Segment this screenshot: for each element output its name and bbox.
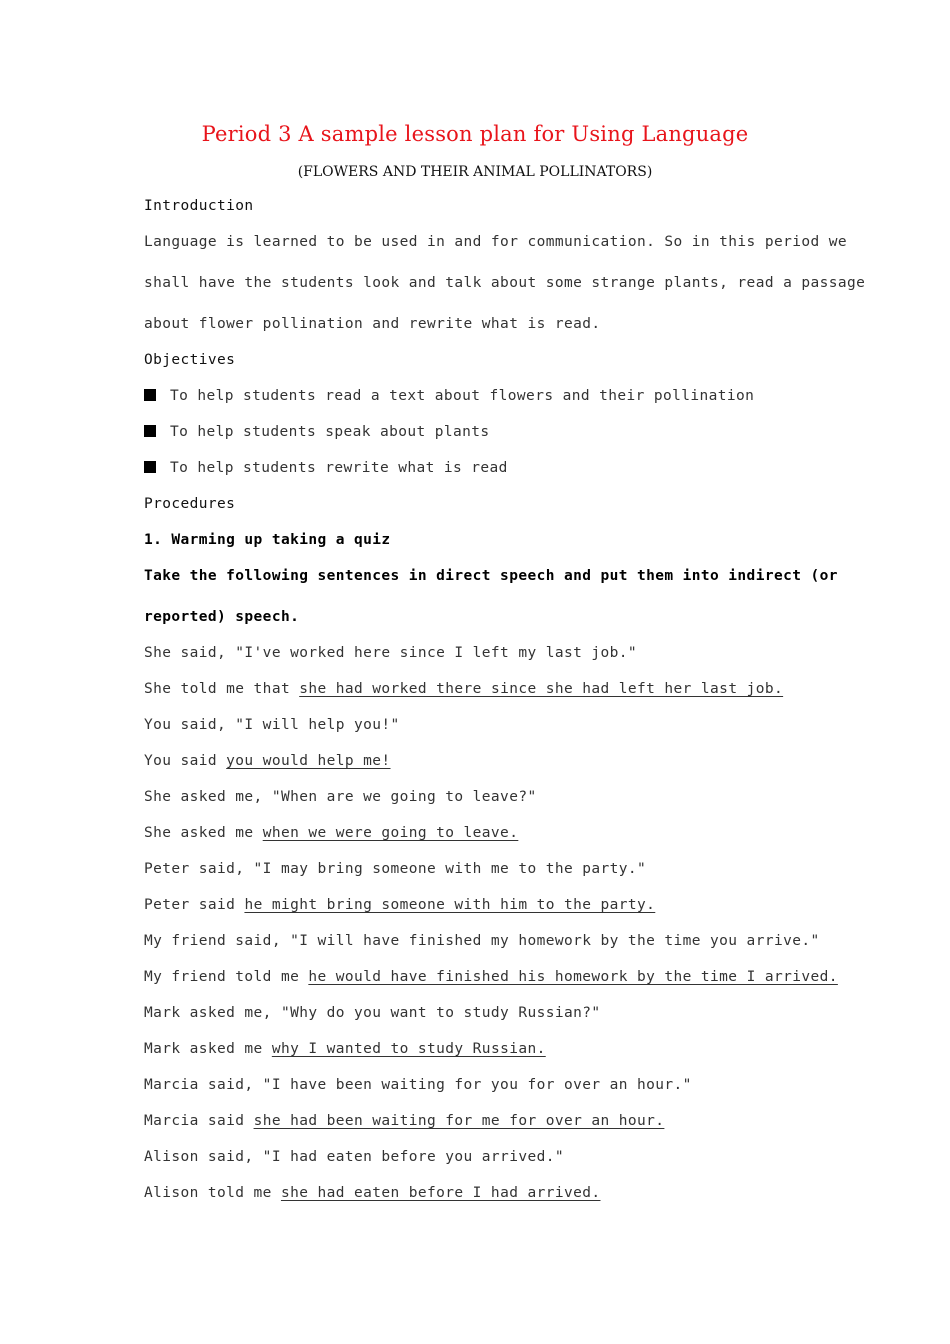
reported-answer: she had worked there since she had left her last job. xyxy=(299,681,784,697)
direct-speech-sentence: Marcia said, "I have been waiting for you for over an hour." xyxy=(144,1077,692,1093)
direct-speech-sentence: She said, "I've worked here since I left my last job." xyxy=(144,645,638,661)
direct-speech-sentence: She asked me, "When are we going to leave?" xyxy=(144,789,537,805)
reported-answer: she had been waiting for me for over an hour. xyxy=(253,1113,665,1129)
objective-text: To help students read a text about flowers and their pollination xyxy=(170,388,755,404)
objective-text: To help students speak about plants xyxy=(170,424,490,440)
reported-answer: why I wanted to study Russian. xyxy=(271,1041,546,1057)
objective-item xyxy=(144,460,508,476)
objective-item xyxy=(144,388,754,404)
introduction-line: shall have the students look and talk about some strange plants, read a passage xyxy=(144,275,866,291)
reported-speech-sentence xyxy=(144,753,391,769)
reported-speech-sentence xyxy=(144,681,783,697)
instruction-line: Take the following sentences in direct speech and put them into indirect (or xyxy=(144,568,838,584)
direct-speech-sentence: Mark asked me, "Why do you want to study Russian?" xyxy=(144,1005,601,1021)
reported-answer: when we were going to leave. xyxy=(262,825,519,841)
reported-speech-sentence xyxy=(144,1185,601,1201)
objectives-heading: Objectives xyxy=(144,352,236,368)
reported-speech-sentence xyxy=(144,897,655,913)
reported-lead: She told me that xyxy=(144,681,300,697)
objective-item xyxy=(144,424,490,440)
reported-answer: he would have finished his homework by the time I arrived. xyxy=(308,969,838,985)
procedures-heading: Procedures xyxy=(144,496,236,512)
introduction-line: about flower pollination and rewrite what is read. xyxy=(144,316,601,332)
bullet-square-icon xyxy=(144,461,156,473)
page-title: Period 3 A sample lesson plan for Using Language xyxy=(201,122,749,146)
direct-speech-sentence: You said, "I will help you!" xyxy=(144,717,400,733)
reported-lead: Peter said xyxy=(144,897,245,913)
reported-lead: Mark asked me xyxy=(144,1041,272,1057)
reported-lead: She asked me xyxy=(144,825,263,841)
bullet-square-icon xyxy=(144,389,156,401)
reported-speech-sentence xyxy=(144,825,518,841)
reported-lead: You said xyxy=(144,753,227,769)
direct-speech-sentence: Alison said, "I had eaten before you arrived." xyxy=(144,1149,564,1165)
objective-text: To help students rewrite what is read xyxy=(170,460,508,476)
reported-lead: Marcia said xyxy=(144,1113,254,1129)
introduction-heading: Introduction xyxy=(144,198,254,214)
reported-answer: you would help me! xyxy=(226,753,391,769)
introduction-line: Language is learned to be used in and for communication. So in this period we xyxy=(144,234,847,250)
page-subtitle: (FLOWERS AND THEIR ANIMAL POLLINATORS) xyxy=(297,164,653,180)
direct-speech-sentence: Peter said, "I may bring someone with me to the party." xyxy=(144,861,647,877)
reported-lead: My friend told me xyxy=(144,969,309,985)
reported-speech-sentence xyxy=(144,1041,546,1057)
bullet-square-icon xyxy=(144,425,156,437)
reported-speech-sentence xyxy=(144,1113,664,1129)
reported-answer: he might bring someone with him to the party. xyxy=(244,897,656,913)
instruction-line: reported) speech. xyxy=(144,609,300,625)
reported-answer: she had eaten before I had arrived. xyxy=(280,1185,601,1201)
procedure-step-heading: 1. Warming up taking a quiz xyxy=(144,532,391,548)
reported-lead: Alison told me xyxy=(144,1185,281,1201)
reported-speech-sentence xyxy=(144,969,838,985)
direct-speech-sentence: My friend said, "I will have finished my homework by the time you arrive." xyxy=(144,933,820,949)
